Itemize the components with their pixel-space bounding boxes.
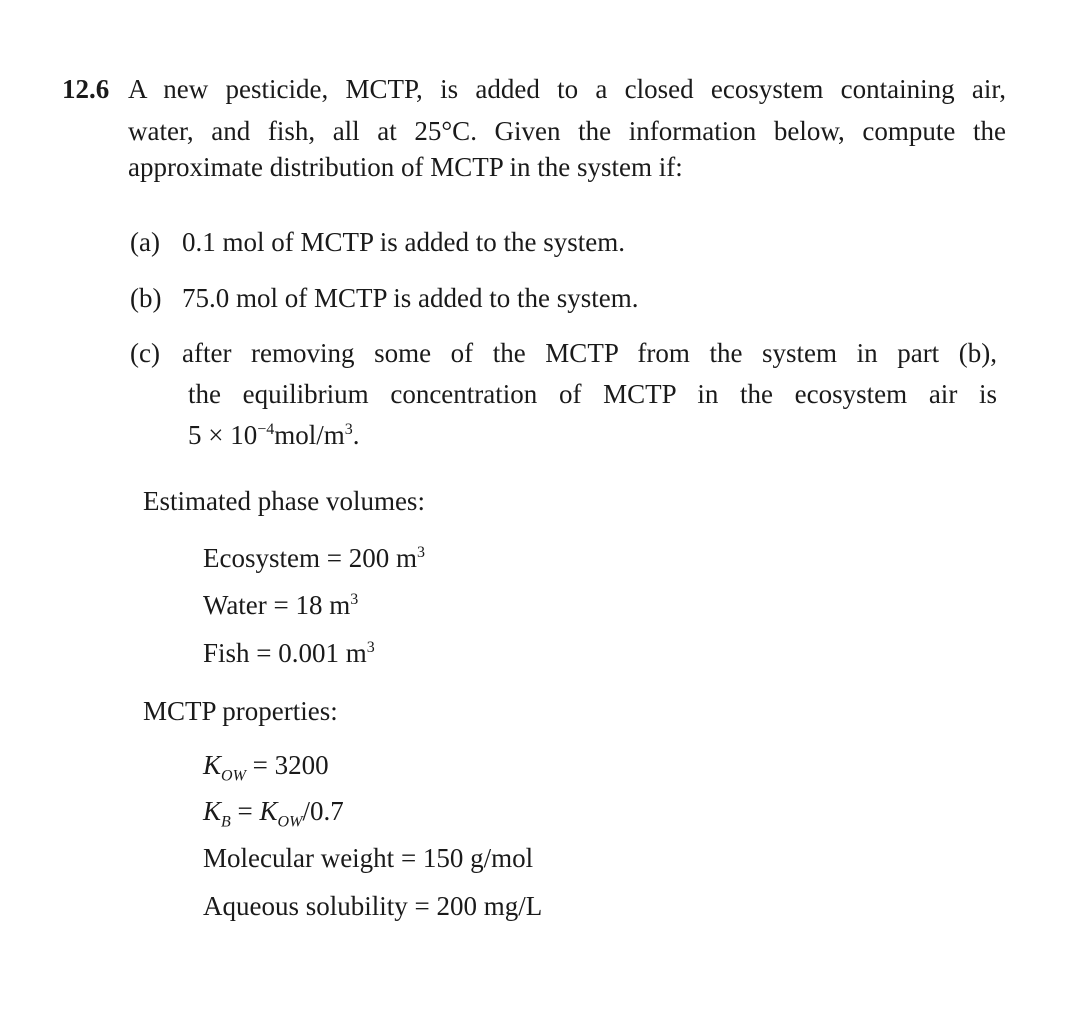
problem-number: 12.6 <box>62 74 110 104</box>
property-kow: $K_{OW} = 3200$ <box>203 750 329 785</box>
part-c-label: (c) <box>130 338 160 368</box>
intro-line-2: water, and fish, all at 25°C. Given the information below, compute the <box>128 116 1006 146</box>
property-molecular-weight: Molecular weight = 150 g/mol <box>203 843 534 873</box>
volume-ecosystem: Ecosystem = 200 $m^3$ <box>203 543 425 573</box>
part-c-value: $5 \times 10^{-4}mol/m^3$. <box>188 420 360 450</box>
part-a-text: 0.1 mol of MCTP is added to the system. <box>182 227 625 257</box>
part-c-line-1: after removing some of the MCTP from the system in part (b), <box>182 338 997 368</box>
properties-heading: MCTP properties: <box>143 696 338 726</box>
intro-line-1: A new pesticide, MCTP, is added to a closed ecosystem containing air, <box>128 74 1006 104</box>
property-kb: $K_B = K_{OW}/0.7$ <box>203 796 344 831</box>
property-aqueous-solubility: Aqueous solubility = 200 mg/L <box>203 891 543 921</box>
part-b-text: 75.0 mol of MCTP is added to the system. <box>182 283 639 313</box>
volumes-heading: Estimated phase volumes: <box>143 486 425 516</box>
intro-line-3: approximate distribution of MCTP in the system if: <box>128 152 683 182</box>
volume-fish: Fish = 0.001 $m^3$ <box>203 638 375 668</box>
part-c-line-2: the equilibrium concentration of MCTP in the ecosystem air is <box>188 379 997 409</box>
part-a-label: (a) <box>130 227 160 257</box>
volume-water: Water = 18 $m^3$ <box>203 590 359 620</box>
part-b-label: (b) <box>130 283 162 313</box>
